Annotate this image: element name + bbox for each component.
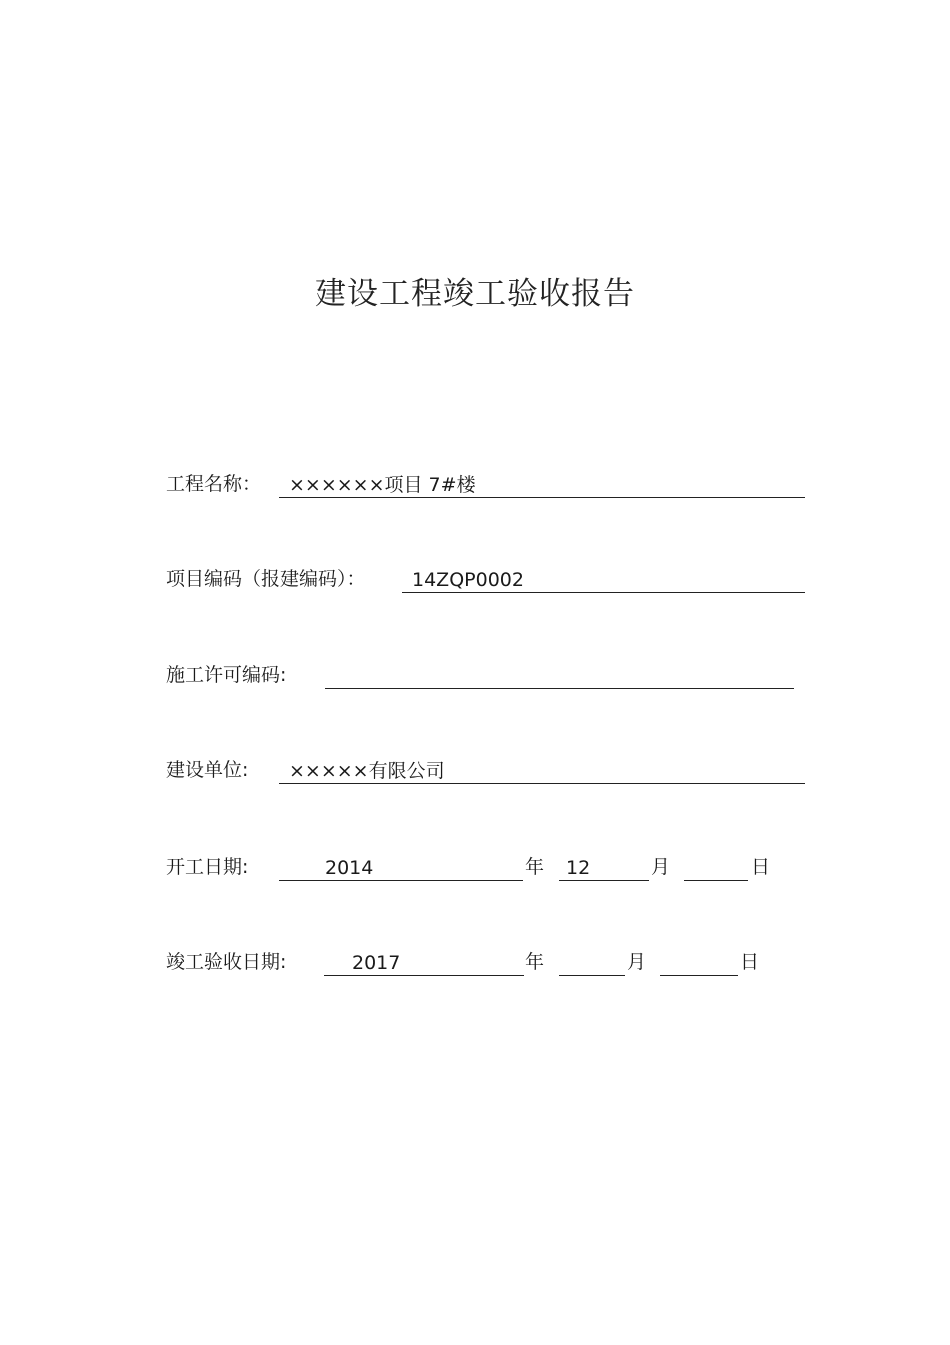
project-name-row <box>166 471 806 497</box>
builder-value: ×××××有限公司 <box>289 760 445 782</box>
permit-code-row <box>166 662 806 688</box>
completion-date-label: 竣工验收日期: <box>166 951 287 973</box>
start-day-field[interactable] <box>684 854 748 881</box>
completion-day-field[interactable] <box>660 949 738 976</box>
project-name-field[interactable] <box>279 471 805 498</box>
completion-day-unit: 日 <box>740 951 760 973</box>
builder-field[interactable] <box>279 757 805 784</box>
project-name-value: ××××××项目 7#楼 <box>289 474 476 496</box>
completion-year-unit: 年 <box>525 951 545 973</box>
completion-year-value: 2017 <box>352 952 401 974</box>
completion-month-unit: 月 <box>627 951 647 973</box>
document-title: 建设工程竣工验收报告 <box>315 276 635 312</box>
start-year-field[interactable] <box>279 854 523 881</box>
completion-month-field[interactable] <box>559 949 625 976</box>
start-day-unit: 日 <box>751 856 771 878</box>
permit-code-label: 施工许可编码: <box>166 664 287 686</box>
start-year-unit: 年 <box>525 856 545 878</box>
start-date-label: 开工日期: <box>166 856 249 878</box>
completion-year-field[interactable] <box>324 949 524 976</box>
start-month-unit: 月 <box>651 856 671 878</box>
project-code-value: 14ZQP0002 <box>412 569 524 591</box>
start-year-value: 2014 <box>325 857 374 879</box>
builder-label: 建设单位: <box>166 759 249 781</box>
completion-date-row <box>166 949 806 975</box>
project-name-label: 工程名称： <box>166 473 262 495</box>
start-month-value: 12 <box>566 857 591 879</box>
builder-row <box>166 757 806 783</box>
project-code-row <box>166 566 806 592</box>
permit-code-field[interactable] <box>325 662 794 689</box>
project-code-label: 项目编码（报建编码）： <box>166 568 366 590</box>
start-date-row <box>166 854 806 880</box>
project-code-field[interactable] <box>402 566 805 593</box>
start-month-field[interactable] <box>559 854 649 881</box>
